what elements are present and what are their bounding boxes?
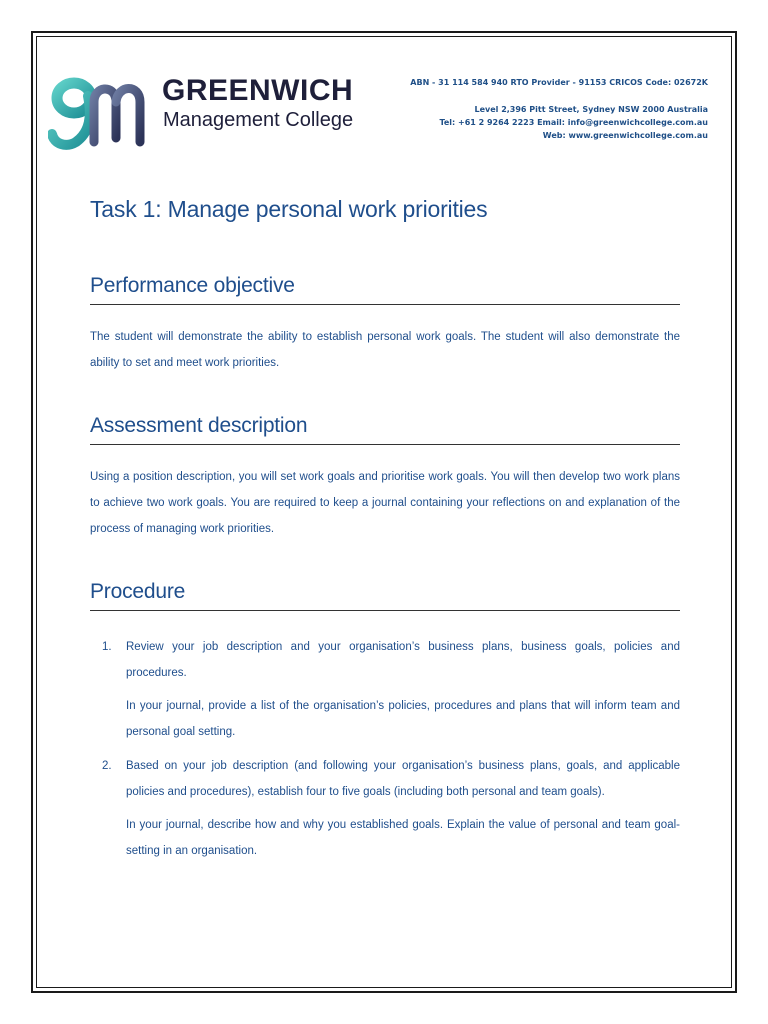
- step-journal-text: In your journal, describe how and why you established goals. Explain the value of personal and team goal-setting in an organisation.: [126, 819, 680, 857]
- performance-objective-section: [90, 274, 680, 376]
- section-heading: Assessment description: [90, 414, 680, 445]
- address-line: Level 2,396 Pitt Street, Sydney NSW 2000 Australia: [474, 105, 708, 114]
- list-item: [90, 753, 680, 864]
- step-text: Based on your job description (and following your organisation’s business plans, goals, and applicable policies and procedures), establish four to five goals (including both personal and team goals).: [126, 760, 680, 798]
- page-title: Task 1: Manage personal work priorities: [90, 196, 488, 222]
- college-name: GREENWICH: [162, 74, 354, 107]
- section-body: The student will demonstrate the ability to establish personal work goals. The student will also demonstrate the ability to set and meet work priorities.: [90, 331, 680, 369]
- abn-line: ABN - 31 114 584 940 RTO Provider - 91153 CRICOS Code: 02672K: [410, 78, 708, 87]
- step-number: 1.: [102, 641, 112, 653]
- assessment-description-section: [90, 414, 680, 542]
- procedure-section: [90, 580, 680, 872]
- college-subtitle: Management College: [163, 109, 354, 131]
- step-number: 2.: [102, 760, 112, 772]
- procedure-list: [90, 634, 680, 864]
- list-item: [90, 634, 680, 745]
- college-logo: [48, 72, 358, 152]
- section-body: Using a position description, you will set work goals and prioritise work goals. You will then develop two work plans to achieve two work goals. You are required to keep a journal containing your reflections on and explanation of the process of managing work priorities.: [90, 471, 680, 535]
- step-journal-text: In your journal, provide a list of the organisation’s policies, procedures and plans that will inform team and personal goal setting.: [126, 700, 680, 738]
- web-line: Web: www.greenwichcollege.com.au: [542, 131, 708, 140]
- step-text: Review your job description and your organisation’s business plans, business goals, policies and procedures.: [126, 641, 680, 679]
- gm-logo-icon: [48, 72, 152, 150]
- section-heading: Procedure: [90, 580, 680, 611]
- contact-block: [410, 76, 708, 142]
- tel-email-line: Tel: +61 2 9264 2223 Email: info@greenwichcollege.com.au: [439, 118, 708, 127]
- main-content: [90, 196, 680, 857]
- section-heading: Performance objective: [90, 274, 680, 305]
